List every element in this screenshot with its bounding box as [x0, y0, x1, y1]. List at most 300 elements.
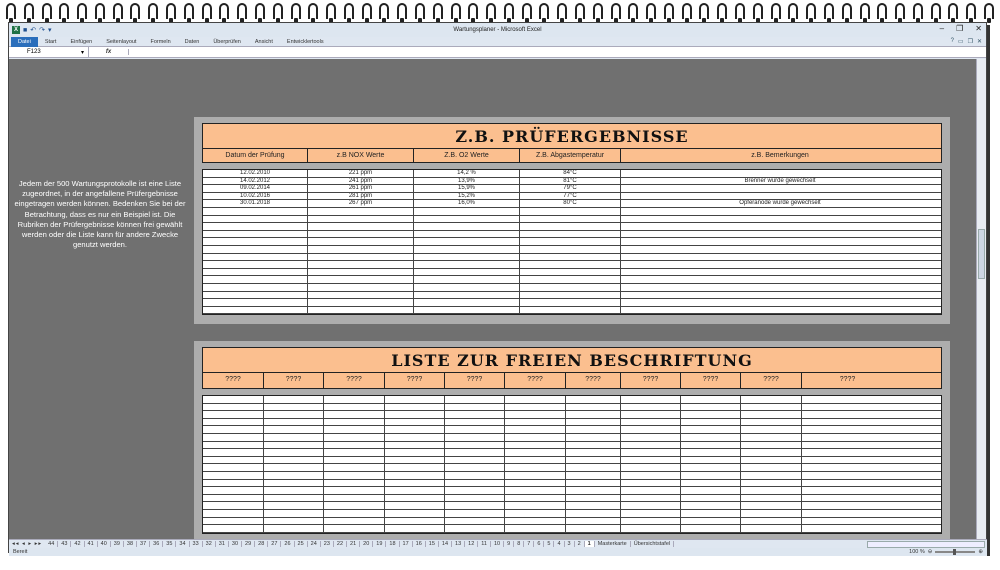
- table-cell[interactable]: [741, 525, 802, 532]
- table-cell[interactable]: [324, 442, 385, 449]
- table-cell[interactable]: 261 ppm: [308, 185, 414, 192]
- table-cell[interactable]: [520, 299, 621, 306]
- table-cell[interactable]: [264, 434, 324, 441]
- table-cell[interactable]: [741, 472, 802, 479]
- sheet-tab[interactable]: 37: [137, 541, 150, 547]
- sheet-tab[interactable]: 40: [98, 541, 111, 547]
- table-cell[interactable]: [414, 284, 520, 291]
- table-cell[interactable]: [308, 299, 414, 306]
- table-cell[interactable]: [264, 457, 324, 464]
- sheet-tab[interactable]: 17: [400, 541, 413, 547]
- table-cell[interactable]: [621, 426, 681, 433]
- table-cell[interactable]: [308, 261, 414, 268]
- table-cell[interactable]: [505, 457, 566, 464]
- table-cell[interactable]: [681, 449, 741, 456]
- table-cell[interactable]: [203, 208, 308, 215]
- table-cell[interactable]: [308, 216, 414, 223]
- table-cell[interactable]: 30.01.2018: [203, 200, 308, 207]
- sheet-tab[interactable]: 35: [163, 541, 176, 547]
- table-cell[interactable]: [802, 396, 893, 403]
- table-cell[interactable]: [741, 411, 802, 418]
- table-cell[interactable]: [566, 449, 621, 456]
- table-cell[interactable]: [741, 434, 802, 441]
- sheet-tab[interactable]: Masterkarte: [595, 541, 631, 547]
- table-cell[interactable]: [203, 307, 308, 314]
- ribbon-tab[interactable]: Entwicklertools: [286, 38, 324, 45]
- table-cell[interactable]: [385, 396, 445, 403]
- table-cell[interactable]: [566, 487, 621, 494]
- table-cell[interactable]: [203, 495, 264, 502]
- table-cell[interactable]: [324, 396, 385, 403]
- table-cell[interactable]: [566, 525, 621, 532]
- table-cell[interactable]: [203, 487, 264, 494]
- table-cell[interactable]: 281 ppm: [308, 193, 414, 200]
- table-cell[interactable]: [203, 261, 308, 268]
- table-cell[interactable]: [203, 464, 264, 471]
- sheet-tab[interactable]: 1: [585, 541, 595, 547]
- table-cell[interactable]: [264, 396, 324, 403]
- sheet-tab[interactable]: 16: [413, 541, 426, 547]
- save-icon[interactable]: ■: [23, 26, 28, 34]
- table-cell[interactable]: [445, 449, 505, 456]
- table-cell[interactable]: [566, 480, 621, 487]
- table-cell[interactable]: [445, 525, 505, 532]
- vertical-scrollbar[interactable]: [976, 59, 986, 539]
- table-cell[interactable]: [621, 480, 681, 487]
- table-cell[interactable]: [385, 518, 445, 525]
- sheet-tab[interactable]: 30: [229, 541, 242, 547]
- table-cell[interactable]: [203, 216, 308, 223]
- table-cell[interactable]: [324, 404, 385, 411]
- table-cell[interactable]: [414, 292, 520, 299]
- table-cell[interactable]: [445, 442, 505, 449]
- free-list-table[interactable]: [202, 395, 942, 534]
- table-cell[interactable]: [621, 208, 939, 215]
- table-cell[interactable]: [621, 464, 681, 471]
- table-cell[interactable]: [264, 518, 324, 525]
- table-cell[interactable]: [203, 246, 308, 253]
- table-cell[interactable]: [445, 502, 505, 509]
- table-cell[interactable]: [203, 518, 264, 525]
- results-table[interactable]: [202, 169, 942, 315]
- table-cell[interactable]: [802, 495, 893, 502]
- table-cell[interactable]: [264, 464, 324, 471]
- table-cell[interactable]: [566, 442, 621, 449]
- table-cell[interactable]: [621, 518, 681, 525]
- table-cell[interactable]: [621, 299, 939, 306]
- table-cell[interactable]: [308, 276, 414, 283]
- table-cell[interactable]: [566, 495, 621, 502]
- table-cell[interactable]: [385, 426, 445, 433]
- table-cell[interactable]: [203, 223, 308, 230]
- table-cell[interactable]: [566, 510, 621, 517]
- table-cell[interactable]: [802, 434, 893, 441]
- table-cell[interactable]: [324, 457, 385, 464]
- table-cell[interactable]: [566, 396, 621, 403]
- table-cell[interactable]: 81°C: [520, 178, 621, 185]
- table-cell[interactable]: [308, 269, 414, 276]
- ribbon-tab[interactable]: Einfügen: [70, 38, 93, 45]
- table-cell[interactable]: [324, 434, 385, 441]
- table-cell[interactable]: [802, 525, 893, 532]
- table-cell[interactable]: [566, 472, 621, 479]
- zoom-out-icon[interactable]: ⊖: [927, 549, 933, 555]
- table-cell[interactable]: [203, 404, 264, 411]
- table-cell[interactable]: [621, 269, 939, 276]
- table-cell[interactable]: [802, 404, 893, 411]
- table-cell[interactable]: [505, 419, 566, 426]
- table-cell[interactable]: [264, 411, 324, 418]
- table-cell[interactable]: [203, 480, 264, 487]
- table-cell[interactable]: [264, 404, 324, 411]
- table-cell[interactable]: 241 ppm: [308, 178, 414, 185]
- table-cell[interactable]: [203, 502, 264, 509]
- table-cell[interactable]: [308, 292, 414, 299]
- table-cell[interactable]: [203, 472, 264, 479]
- formula-input[interactable]: [129, 47, 986, 57]
- table-cell[interactable]: [385, 480, 445, 487]
- table-cell[interactable]: [520, 238, 621, 245]
- table-cell[interactable]: [681, 457, 741, 464]
- sheet-tab[interactable]: 33: [190, 541, 203, 547]
- table-cell[interactable]: 79°C: [520, 185, 621, 192]
- table-cell[interactable]: [505, 510, 566, 517]
- zoom-slider[interactable]: [935, 551, 975, 553]
- sheet-tab[interactable]: 11: [478, 541, 491, 547]
- minimize-button[interactable]: –: [939, 24, 945, 33]
- table-cell[interactable]: [264, 449, 324, 456]
- table-cell[interactable]: [802, 457, 893, 464]
- table-cell[interactable]: [621, 193, 939, 200]
- table-cell[interactable]: [203, 238, 308, 245]
- name-box[interactable]: [9, 47, 89, 57]
- table-cell[interactable]: [505, 434, 566, 441]
- table-cell[interactable]: [203, 419, 264, 426]
- table-cell[interactable]: [681, 442, 741, 449]
- table-cell[interactable]: [264, 487, 324, 494]
- sheet-tab[interactable]: 3: [565, 541, 575, 547]
- table-cell[interactable]: [520, 208, 621, 215]
- minimize-ribbon-icon[interactable]: ▭: [957, 39, 964, 45]
- table-cell[interactable]: [414, 299, 520, 306]
- table-cell[interactable]: [505, 525, 566, 532]
- sheet-tab[interactable]: 5: [544, 541, 554, 547]
- table-cell[interactable]: [445, 487, 505, 494]
- table-cell[interactable]: Brenner wurde gewechselt: [744, 177, 816, 184]
- table-cell[interactable]: [741, 510, 802, 517]
- sheet-tab[interactable]: 25: [295, 541, 308, 547]
- sheet-tab[interactable]: 26: [281, 541, 294, 547]
- table-cell[interactable]: [324, 525, 385, 532]
- table-cell[interactable]: [445, 411, 505, 418]
- ribbon-tab[interactable]: Datei: [11, 37, 38, 47]
- table-cell[interactable]: [802, 472, 893, 479]
- table-cell[interactable]: [621, 170, 939, 177]
- table-cell[interactable]: [264, 502, 324, 509]
- table-cell[interactable]: [414, 307, 520, 314]
- maximize-button[interactable]: ❐: [956, 24, 964, 33]
- table-cell[interactable]: [621, 472, 681, 479]
- table-cell[interactable]: [324, 518, 385, 525]
- table-cell[interactable]: [203, 299, 308, 306]
- table-cell[interactable]: [445, 434, 505, 441]
- table-cell[interactable]: [385, 510, 445, 517]
- table-cell[interactable]: [621, 396, 681, 403]
- table-cell[interactable]: [621, 254, 939, 261]
- table-cell[interactable]: [621, 261, 939, 268]
- customize-icon[interactable]: ▾: [47, 27, 52, 34]
- sheet-tab[interactable]: 34: [176, 541, 189, 547]
- ribbon-tab[interactable]: Formeln: [150, 38, 171, 45]
- sheet-tab[interactable]: 2: [575, 541, 585, 547]
- sheet-tab[interactable]: 9: [504, 541, 514, 547]
- table-cell[interactable]: [308, 284, 414, 291]
- table-cell[interactable]: [385, 404, 445, 411]
- table-cell[interactable]: 10.02.2016: [203, 193, 308, 200]
- table-cell[interactable]: 267 ppm: [308, 200, 414, 207]
- table-cell[interactable]: [681, 396, 741, 403]
- sheet-tab[interactable]: 18: [386, 541, 399, 547]
- sheet-tab[interactable]: 43: [58, 541, 71, 547]
- table-cell[interactable]: [324, 464, 385, 471]
- table-cell[interactable]: [681, 434, 741, 441]
- table-cell[interactable]: [264, 510, 324, 517]
- sheet-tab[interactable]: 23: [321, 541, 334, 547]
- table-cell[interactable]: [505, 442, 566, 449]
- table-cell[interactable]: 13,9%: [414, 178, 520, 185]
- sheet-tab[interactable]: 19: [373, 541, 386, 547]
- table-cell[interactable]: [203, 254, 308, 261]
- table-cell[interactable]: [445, 472, 505, 479]
- sheet-tab[interactable]: 38: [124, 541, 137, 547]
- table-cell[interactable]: 77°C: [520, 193, 621, 200]
- table-cell[interactable]: [802, 442, 893, 449]
- zoom-knob[interactable]: [953, 549, 956, 555]
- table-cell[interactable]: [681, 502, 741, 509]
- table-cell[interactable]: [566, 419, 621, 426]
- table-cell[interactable]: [445, 495, 505, 502]
- sheet-tab[interactable]: 27: [268, 541, 281, 547]
- table-cell[interactable]: [621, 292, 939, 299]
- table-cell[interactable]: [741, 487, 802, 494]
- sheet-tab[interactable]: 6: [534, 541, 544, 547]
- table-cell[interactable]: [308, 231, 414, 238]
- sheet-tab[interactable]: 13: [452, 541, 465, 547]
- close-button[interactable]: ✕: [975, 24, 982, 33]
- table-cell[interactable]: [741, 495, 802, 502]
- table-cell[interactable]: [621, 442, 681, 449]
- table-cell[interactable]: [324, 495, 385, 502]
- table-cell[interactable]: 221 ppm: [308, 170, 414, 177]
- table-cell[interactable]: [802, 449, 893, 456]
- table-cell[interactable]: [414, 276, 520, 283]
- table-cell[interactable]: [520, 254, 621, 261]
- table-cell[interactable]: [520, 276, 621, 283]
- table-cell[interactable]: [308, 254, 414, 261]
- table-cell[interactable]: [566, 464, 621, 471]
- table-cell[interactable]: [414, 261, 520, 268]
- table-cell[interactable]: [264, 495, 324, 502]
- table-cell[interactable]: [385, 449, 445, 456]
- table-cell[interactable]: 14,2 %: [414, 170, 520, 177]
- table-cell[interactable]: [741, 419, 802, 426]
- table-cell[interactable]: [520, 216, 621, 223]
- table-cell[interactable]: [566, 434, 621, 441]
- redo-icon[interactable]: ↷: [39, 27, 45, 34]
- table-cell[interactable]: [681, 510, 741, 517]
- table-cell[interactable]: [324, 472, 385, 479]
- table-cell[interactable]: [681, 404, 741, 411]
- table-cell[interactable]: [681, 464, 741, 471]
- table-cell[interactable]: [505, 495, 566, 502]
- table-cell[interactable]: [621, 276, 939, 283]
- table-cell[interactable]: [741, 464, 802, 471]
- table-cell[interactable]: [264, 525, 324, 532]
- table-cell[interactable]: [802, 510, 893, 517]
- table-cell[interactable]: [621, 411, 681, 418]
- table-cell[interactable]: [621, 510, 681, 517]
- table-cell[interactable]: [385, 442, 445, 449]
- table-cell[interactable]: [445, 464, 505, 471]
- ribbon-tab[interactable]: Daten: [184, 38, 200, 45]
- table-cell[interactable]: [566, 404, 621, 411]
- table-cell[interactable]: [308, 208, 414, 215]
- table-cell[interactable]: [414, 254, 520, 261]
- table-cell[interactable]: [802, 411, 893, 418]
- table-cell[interactable]: [802, 502, 893, 509]
- table-cell[interactable]: [203, 411, 264, 418]
- table-cell[interactable]: [621, 525, 681, 532]
- table-cell[interactable]: [414, 246, 520, 253]
- table-cell[interactable]: [264, 419, 324, 426]
- table-cell[interactable]: [802, 464, 893, 471]
- restore-icon[interactable]: ❐: [967, 39, 973, 45]
- table-cell[interactable]: 16,0%: [414, 200, 520, 207]
- table-cell[interactable]: [203, 276, 308, 283]
- table-cell[interactable]: 14.02.2012: [203, 178, 308, 185]
- table-cell[interactable]: [621, 419, 681, 426]
- table-cell[interactable]: [203, 442, 264, 449]
- table-cell[interactable]: [203, 284, 308, 291]
- table-cell[interactable]: [264, 442, 324, 449]
- table-cell[interactable]: [520, 223, 621, 230]
- zoom-in-icon[interactable]: ⊕: [978, 549, 983, 555]
- table-cell[interactable]: [324, 419, 385, 426]
- table-cell[interactable]: 12.02.2010: [203, 170, 308, 177]
- table-cell[interactable]: [385, 419, 445, 426]
- table-cell[interactable]: [520, 269, 621, 276]
- table-cell[interactable]: [203, 426, 264, 433]
- chevron-down-icon[interactable]: ▾: [80, 49, 84, 56]
- table-cell[interactable]: [505, 472, 566, 479]
- table-cell[interactable]: [414, 269, 520, 276]
- table-cell[interactable]: [741, 404, 802, 411]
- table-cell[interactable]: [520, 231, 621, 238]
- table-cell[interactable]: [802, 419, 893, 426]
- table-cell[interactable]: [445, 480, 505, 487]
- table-cell[interactable]: [741, 442, 802, 449]
- table-cell[interactable]: [385, 525, 445, 532]
- sheet-tab[interactable]: 7: [524, 541, 534, 547]
- sheet-tab[interactable]: 24: [308, 541, 321, 547]
- table-cell[interactable]: [324, 449, 385, 456]
- table-cell[interactable]: [741, 457, 802, 464]
- table-cell[interactable]: [520, 246, 621, 253]
- fx-button[interactable]: fx: [89, 49, 129, 55]
- table-cell[interactable]: [445, 457, 505, 464]
- table-cell[interactable]: [520, 261, 621, 268]
- table-cell[interactable]: [445, 404, 505, 411]
- table-cell[interactable]: 15,9%: [414, 185, 520, 192]
- sheet-tab[interactable]: 32: [203, 541, 216, 547]
- table-cell[interactable]: [681, 480, 741, 487]
- table-cell[interactable]: [505, 404, 566, 411]
- table-cell[interactable]: [324, 502, 385, 509]
- table-cell[interactable]: [681, 487, 741, 494]
- table-cell[interactable]: [324, 480, 385, 487]
- table-cell[interactable]: [621, 487, 681, 494]
- table-cell[interactable]: [505, 396, 566, 403]
- table-cell[interactable]: [520, 292, 621, 299]
- table-cell[interactable]: Opferanode wurde gewechselt: [739, 200, 821, 207]
- table-cell[interactable]: [203, 434, 264, 441]
- table-cell[interactable]: [264, 480, 324, 487]
- worksheet-area[interactable]: [9, 59, 977, 539]
- sheet-tab[interactable]: 39: [111, 541, 124, 547]
- table-cell[interactable]: [414, 223, 520, 230]
- table-cell[interactable]: [802, 480, 893, 487]
- sheet-tab[interactable]: Übersichtstafel: [631, 541, 674, 547]
- table-cell[interactable]: [414, 238, 520, 245]
- table-cell[interactable]: [414, 216, 520, 223]
- table-cell[interactable]: [203, 292, 308, 299]
- sheet-tab[interactable]: 4: [554, 541, 564, 547]
- table-cell[interactable]: [621, 223, 939, 230]
- close-workbook-icon[interactable]: ✕: [976, 39, 982, 45]
- sheet-tab[interactable]: 14: [439, 541, 452, 547]
- table-cell[interactable]: [385, 434, 445, 441]
- table-cell[interactable]: [445, 419, 505, 426]
- table-cell[interactable]: [324, 487, 385, 494]
- table-cell[interactable]: [621, 404, 681, 411]
- table-cell[interactable]: [203, 525, 264, 532]
- table-cell[interactable]: [741, 396, 802, 403]
- table-cell[interactable]: [445, 510, 505, 517]
- ribbon-tab[interactable]: Start: [44, 38, 57, 45]
- sheet-tab[interactable]: 20: [360, 541, 373, 547]
- sheet-tab[interactable]: 10: [491, 541, 504, 547]
- table-cell[interactable]: [203, 269, 308, 276]
- table-cell[interactable]: [802, 487, 893, 494]
- table-cell[interactable]: [385, 502, 445, 509]
- table-cell[interactable]: [566, 411, 621, 418]
- table-cell[interactable]: [264, 426, 324, 433]
- table-cell[interactable]: [308, 246, 414, 253]
- table-cell[interactable]: 84°C: [520, 170, 621, 177]
- undo-icon[interactable]: ↶: [30, 27, 37, 34]
- table-cell[interactable]: [621, 284, 939, 291]
- table-cell[interactable]: [566, 518, 621, 525]
- table-cell[interactable]: [203, 396, 264, 403]
- table-cell[interactable]: [505, 449, 566, 456]
- table-cell[interactable]: [385, 457, 445, 464]
- table-cell[interactable]: [505, 464, 566, 471]
- scroll-thumb[interactable]: [978, 229, 985, 279]
- table-cell[interactable]: 15,2%: [414, 193, 520, 200]
- sheet-tab[interactable]: 15: [426, 541, 439, 547]
- table-cell[interactable]: [203, 449, 264, 456]
- table-cell[interactable]: [505, 480, 566, 487]
